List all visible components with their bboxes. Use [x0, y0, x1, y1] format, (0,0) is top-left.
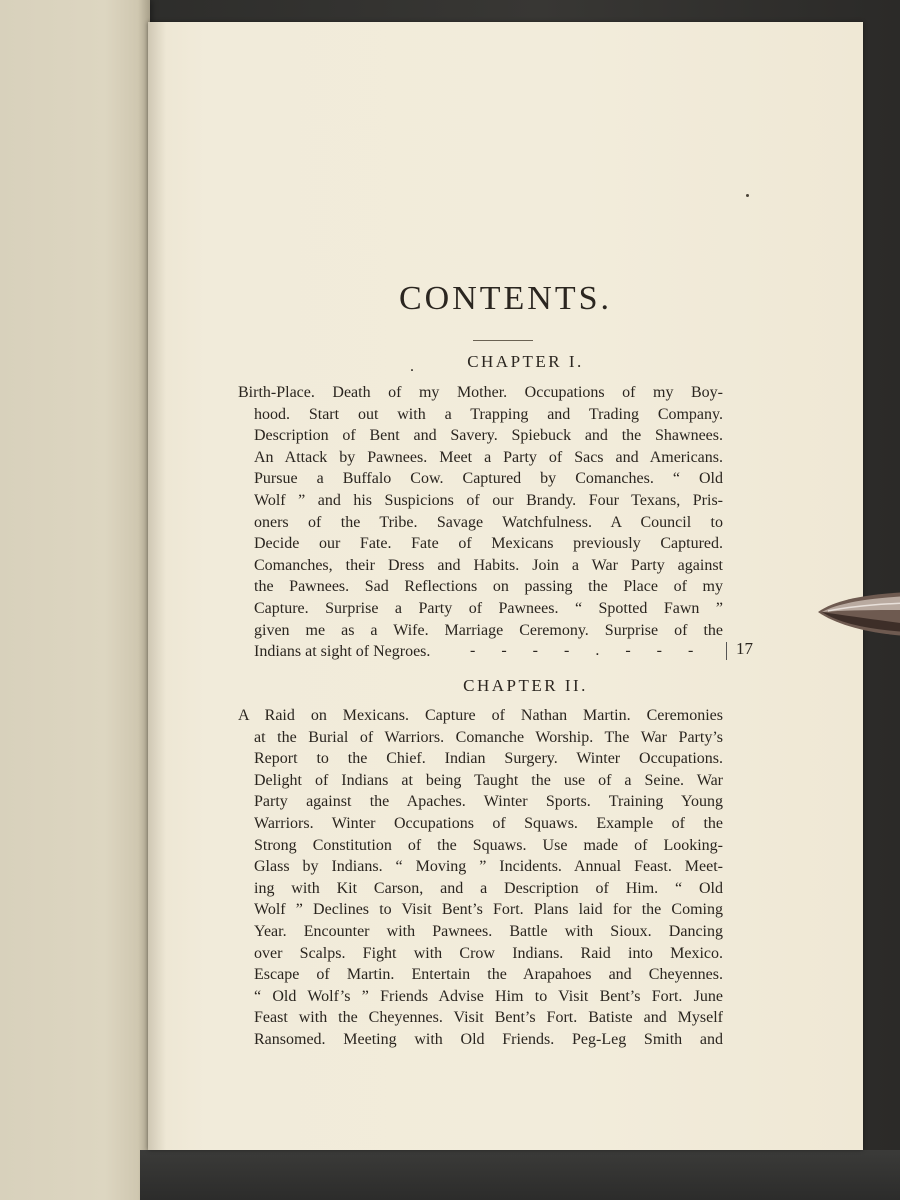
chapter-heading-2: CHAPTER II.	[463, 676, 588, 695]
chapter-1-summary	[238, 382, 723, 663]
summary-line: given me as a Wife. Marriage Ceremony. Surprise of the	[254, 621, 723, 639]
summary-line: A Raid on Mexicans. Capture of Nathan Martin. Ceremonies	[238, 707, 723, 724]
stray-dot: .	[410, 358, 414, 375]
page-title: CONTENTS.	[398, 280, 613, 317]
chapter-heading-1: CHAPTER I.	[467, 352, 584, 371]
summary-line: Birth-Place. Death of my Mother. Occupations of my Boy-	[238, 384, 723, 401]
summary-line: hood. Start out with a Trapping and Trading Company.	[254, 405, 723, 423]
metal-clip	[818, 590, 900, 638]
summary-line: Glass by Indians. “ Moving ” Incidents. Annual Feast. Meet-	[254, 858, 723, 876]
summary-line: Party against the Apaches. Winter Sports. Training Young	[254, 793, 723, 811]
summary-line: Escape of Martin. Entertain the Arapahoes and Cheyennes.	[254, 966, 723, 984]
summary-line: Strong Constitution of the Squaws. Use made of Looking-	[254, 836, 723, 854]
title-rule	[473, 340, 533, 341]
summary-line: Year. Encounter with Pawnees. Battle with Sioux. Dancing	[254, 922, 723, 940]
summary-line: Comanches, their Dress and Habits. Join a War Party against	[254, 556, 723, 574]
summary-line: “ Old Wolf’s ” Friends Advise Him to Visit Bent’s Fort. June	[254, 987, 723, 1005]
summary-line: oners of the Tribe. Savage Watchfulness. A Council to	[254, 513, 723, 531]
left-facing-page	[0, 0, 150, 1200]
summary-line: Feast with the Cheyennes. Visit Bent’s Fort. Batiste and Myself	[254, 1009, 723, 1027]
gutter-shadow	[148, 22, 166, 1150]
summary-line: An Attack by Pawnees. Meet a Party of Sacs and Americans.	[254, 448, 723, 466]
paper-fleck	[746, 194, 749, 197]
summary-line: Delight of Indians at being Taught the use of a Seine. War	[254, 771, 723, 789]
page-number: 17	[736, 639, 753, 658]
contents-page	[148, 22, 863, 1150]
summary-line: at the Burial of Warriors. Comanche Worship. The War Party’s	[254, 728, 723, 746]
summary-line: Description of Bent and Savery. Spiebuck and the Shawnees.	[254, 427, 723, 445]
chapter-2-summary	[238, 705, 723, 1051]
summary-line: Warriors. Winter Occupations of Squaws. Example of the	[254, 814, 723, 832]
summary-line: over Scalps. Fight with Crow Indians. Raid into Mexico.	[254, 944, 723, 962]
page-block-edge	[140, 1150, 900, 1200]
leader-bar	[726, 642, 727, 660]
summary-line: Wolf ” Declines to Visit Bent’s Fort. Plans laid for the Coming	[254, 901, 723, 919]
summary-line: Pursue a Buffalo Cow. Captured by Comanches. “ Old	[254, 470, 723, 488]
summary-line: ing with Kit Carson, and a Description of Him. “ Old	[254, 879, 723, 897]
dot-leader: - - - - . - - -	[470, 642, 705, 659]
summary-line: Ransomed. Meeting with Old Friends. Peg-Leg Smith and	[254, 1030, 723, 1048]
summary-line: Report to the Chief. Indian Surgery. Winter Occupations.	[254, 750, 723, 768]
summary-line: Capture. Surprise a Party of Pawnees. “ Spotted Fawn ”	[254, 599, 723, 617]
summary-line: the Pawnees. Sad Reflections on passing the Place of my	[254, 578, 723, 596]
summary-line: Wolf ” and his Suspicions of our Brandy. Four Texans, Pris-	[254, 491, 723, 509]
summary-line: Indians at sight of Negroes.	[254, 643, 431, 661]
summary-line: Decide our Fate. Fate of Mexicans previously Captured.	[254, 535, 723, 553]
